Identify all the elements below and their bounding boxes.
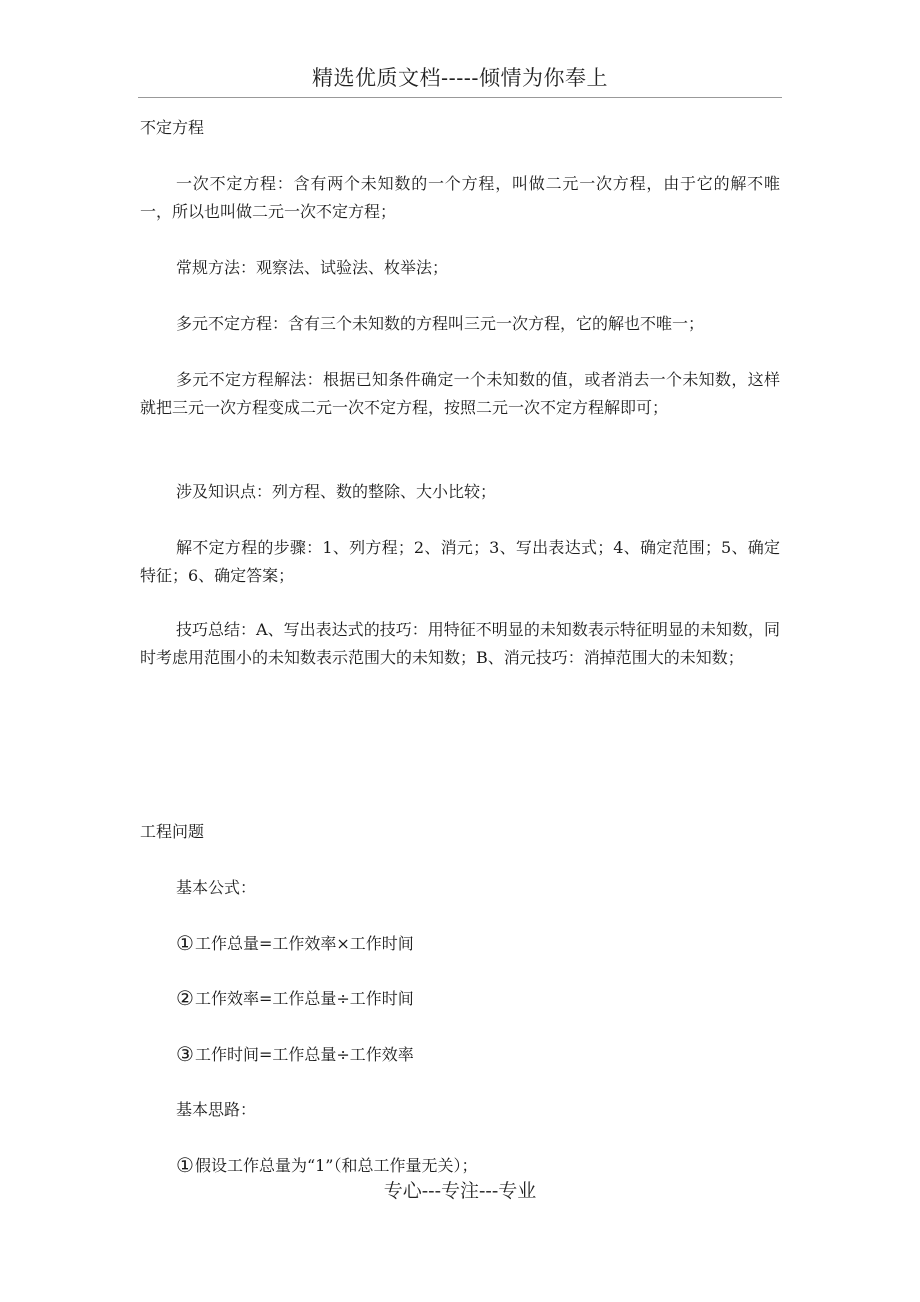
paragraph-text: 一次不定方程：含有两个未知数的一个方程，叫做二元一次方程，由于它的解不唯一，所以也叫做二元一次不定方程； (140, 174, 780, 221)
page-header: 精选优质文档-----倾情为你奉上 (312, 66, 608, 90)
section-title-work-problems: 工程问题 (140, 822, 205, 841)
circled-number: ② (176, 986, 194, 1010)
paragraph (140, 534, 780, 590)
paragraph-text: 多元不定方程：含有三个未知数的方程叫三元一次方程，它的解也不唯一； (176, 314, 705, 333)
paragraph-text: 多元不定方程解法：根据已知条件确定一个未知数的值，或者消去一个未知数，这样就把三元一次方程变成二元一次不定方程，按照二元一次不定方程解即可； (140, 370, 780, 417)
paragraph (140, 616, 780, 672)
formula-text: 工作时间=工作总量÷工作效率 (194, 1045, 414, 1064)
circled-number: ① (176, 931, 194, 955)
approach-heading: 基本思路： (176, 1100, 257, 1119)
section-title-indeterminate-equations: 不定方程 (140, 118, 205, 137)
formula-text: 工作效率=工作总量÷工作时间 (194, 989, 414, 1008)
header-divider (138, 97, 782, 98)
paragraph (140, 254, 780, 282)
formula-heading: 基本公式： (176, 878, 257, 897)
paragraph (140, 478, 780, 506)
paragraph-text: 涉及知识点：列方程、数的整除、大小比较； (176, 482, 497, 501)
formula-item (176, 929, 414, 958)
formula-text: 工作总量=工作效率×工作时间 (194, 934, 414, 953)
circled-number: ③ (176, 1042, 194, 1066)
page-footer: 专心---专注---专业 (383, 1180, 537, 1202)
paragraph-text: 解不定方程的步骤：1、列方程；2、消元；3、写出表达式；4、确定范围；5、确定特征；6、确定答案； (140, 538, 780, 585)
circled-number: ① (176, 1153, 194, 1177)
paragraph-text: 常规方法：观察法、试验法、枚举法； (176, 258, 449, 277)
paragraph (140, 366, 780, 422)
formula-item (176, 984, 414, 1013)
formula-item (176, 1040, 414, 1069)
approach-text: 假设工作总量为“1”（和总工作量无关）； (194, 1156, 478, 1175)
paragraph (140, 170, 780, 226)
paragraph (140, 310, 780, 338)
paragraph-text: 技巧总结：A、写出表达式的技巧：用特征不明显的未知数表示特征明显的未知数，同时考虑用范围小的未知数表示范围大的未知数；B、消元技巧：消掉范围大的未知数； (140, 620, 780, 667)
